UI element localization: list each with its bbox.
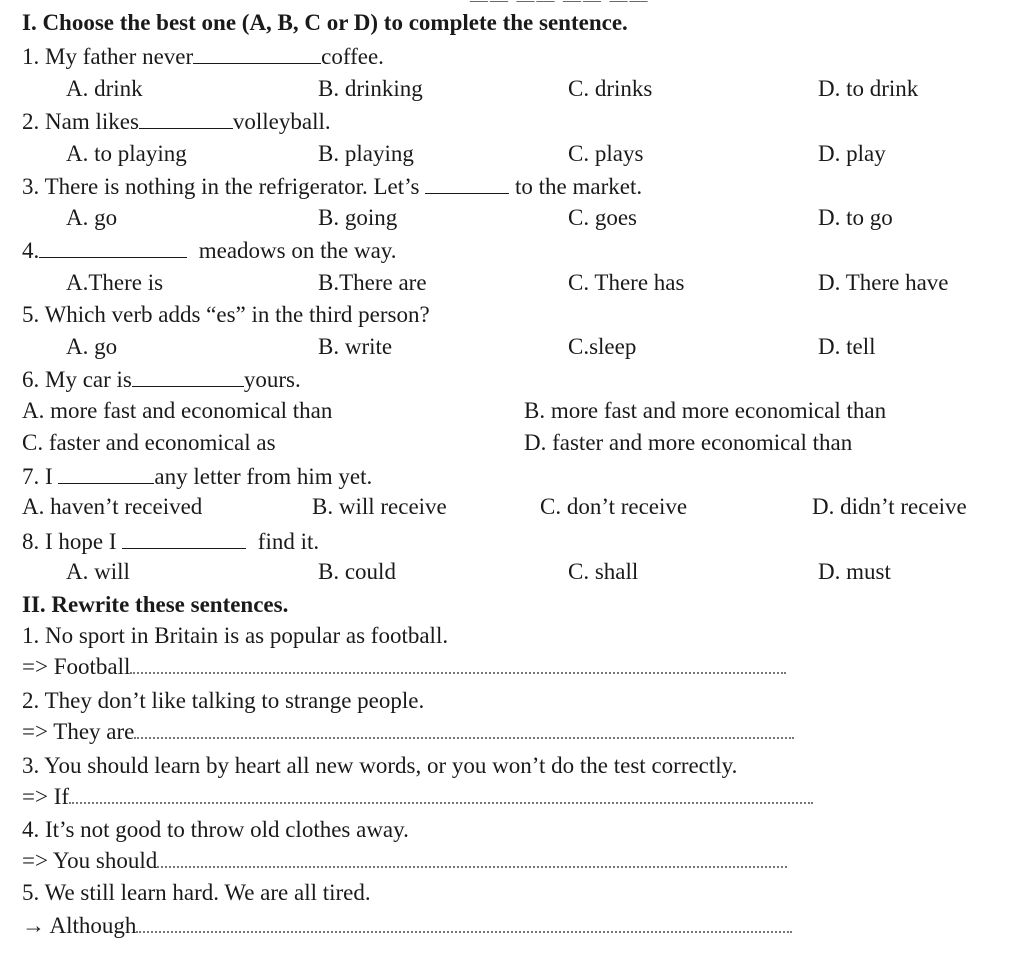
- q1-option-a[interactable]: A. drink: [66, 76, 143, 101]
- question-7: [22, 462, 372, 492]
- rewrite-answer-1: [22, 652, 786, 682]
- q6-option-b[interactable]: B. more fast and more economical than: [524, 398, 887, 423]
- q8-option-d[interactable]: D. must: [818, 559, 891, 584]
- answer-blank-1[interactable]: [193, 45, 321, 64]
- answer-blank-2[interactable]: [139, 110, 233, 129]
- answer-blank-7[interactable]: [58, 465, 154, 484]
- question-8-post: find it.: [257, 529, 320, 554]
- q3-option-b[interactable]: B. going: [318, 205, 398, 230]
- question-4-text: 4.: [22, 238, 40, 263]
- q2-option-b[interactable]: B. playing: [318, 141, 414, 166]
- q7-option-a[interactable]: A. haven’t received: [22, 494, 203, 519]
- q6-option-c[interactable]: C. faster and economical as: [22, 430, 276, 455]
- question-2: [22, 107, 331, 137]
- q6-option-a[interactable]: A. more fast and economical than: [22, 398, 333, 423]
- question-6-text: 6. My car is: [22, 367, 132, 392]
- q4-option-d[interactable]: D. There have: [818, 270, 949, 295]
- q5-option-c[interactable]: C.sleep: [568, 334, 637, 359]
- rewrite-prompt-3: => If: [22, 784, 70, 809]
- question-8: [22, 527, 319, 557]
- rewrite-prompt-1: => Football: [22, 654, 131, 679]
- rewrite-answer-4: [22, 846, 787, 876]
- rewrite-prompt-4: => You should: [22, 848, 158, 873]
- q8-option-b[interactable]: B. could: [318, 559, 396, 584]
- rewrite-input-3[interactable]: [69, 786, 813, 804]
- answer-blank-8[interactable]: [122, 530, 246, 549]
- q6-option-d[interactable]: D. faster and more economical than: [524, 430, 853, 455]
- rewrite-sentence-5: 5. We still learn hard. We are all tired.: [22, 880, 371, 905]
- q1-option-d[interactable]: D. to drink: [818, 76, 919, 101]
- rewrite-input-2[interactable]: [134, 721, 794, 739]
- rewrite-input-4[interactable]: [157, 850, 787, 868]
- q7-option-b[interactable]: B. will receive: [312, 494, 447, 519]
- q3-option-c[interactable]: C. goes: [568, 205, 637, 230]
- question-4: [22, 236, 397, 266]
- question-8-text: 8. I hope I: [22, 529, 117, 554]
- q5-option-b[interactable]: B. write: [318, 334, 393, 359]
- rewrite-answer-3: [22, 782, 813, 812]
- part1-title: I. Choose the best one (A, B, C or D) to complete the sentence.: [22, 10, 628, 35]
- q3-option-a[interactable]: A. go: [66, 205, 118, 230]
- q7-option-d[interactable]: D. didn’t receive: [812, 494, 967, 519]
- q1-option-b[interactable]: B. drinking: [318, 76, 423, 101]
- rewrite-answer-5: [22, 911, 792, 941]
- rewrite-prompt-5: → Although: [22, 913, 137, 938]
- q8-option-c[interactable]: C. shall: [568, 559, 639, 584]
- question-6: [22, 365, 301, 395]
- rewrite-sentence-2: 2. They don’t like talking to strange people.: [22, 688, 425, 713]
- question-3: [22, 172, 642, 202]
- question-4-post: meadows on the way.: [198, 238, 397, 263]
- q2-option-a[interactable]: A. to playing: [66, 141, 187, 166]
- q5-option-d[interactable]: D. tell: [818, 334, 876, 359]
- question-7-post: any letter from him yet.: [154, 464, 373, 489]
- q3-option-d[interactable]: D. to go: [818, 205, 893, 230]
- rewrite-prompt-2: => They are: [22, 719, 135, 744]
- rewrite-sentence-1: 1. No sport in Britain is as popular as football.: [22, 623, 449, 648]
- question-2-text: 2. Nam likes: [22, 109, 139, 134]
- q2-option-d[interactable]: D. play: [818, 141, 886, 166]
- q7-option-c[interactable]: C. don’t receive: [540, 494, 688, 519]
- question-1-text: 1. My father never: [22, 44, 194, 69]
- rewrite-input-5[interactable]: [136, 915, 792, 933]
- q4-option-a[interactable]: A.There is: [66, 270, 164, 295]
- q2-option-c[interactable]: C. plays: [568, 141, 644, 166]
- q1-option-c[interactable]: C. drinks: [568, 76, 653, 101]
- question-5-text: 5. Which verb adds “es” in the third person?: [22, 302, 430, 327]
- question-2-post: volleyball.: [232, 109, 331, 134]
- question-1-post: coffee.: [321, 44, 384, 69]
- q4-option-b[interactable]: B.There are: [318, 270, 427, 295]
- rewrite-sentence-3: 3. You should learn by heart all new words, or you won’t do the test correctly.: [22, 753, 738, 778]
- question-5: [22, 300, 430, 330]
- header-mark: —— —— —— ——: [470, 0, 650, 10]
- question-1: [22, 42, 384, 72]
- part2-title: II. Rewrite these sentences.: [22, 592, 289, 617]
- question-3-post: to the market.: [515, 174, 643, 199]
- rewrite-sentence-4: 4. It’s not good to throw old clothes away.: [22, 817, 409, 842]
- answer-blank-6[interactable]: [132, 368, 244, 387]
- q4-option-c[interactable]: C. There has: [568, 270, 685, 295]
- q8-option-a[interactable]: A. will: [66, 559, 130, 584]
- answer-blank-4[interactable]: [39, 239, 187, 258]
- question-3-text: 3. There is nothing in the refrigerator. Let’s: [22, 174, 420, 199]
- answer-blank-3[interactable]: [425, 175, 509, 194]
- q5-option-a[interactable]: A. go: [66, 334, 118, 359]
- question-6-post: yours.: [243, 367, 301, 392]
- question-7-text: 7. I: [22, 464, 53, 489]
- rewrite-answer-2: [22, 717, 794, 747]
- rewrite-input-1[interactable]: [130, 656, 786, 674]
